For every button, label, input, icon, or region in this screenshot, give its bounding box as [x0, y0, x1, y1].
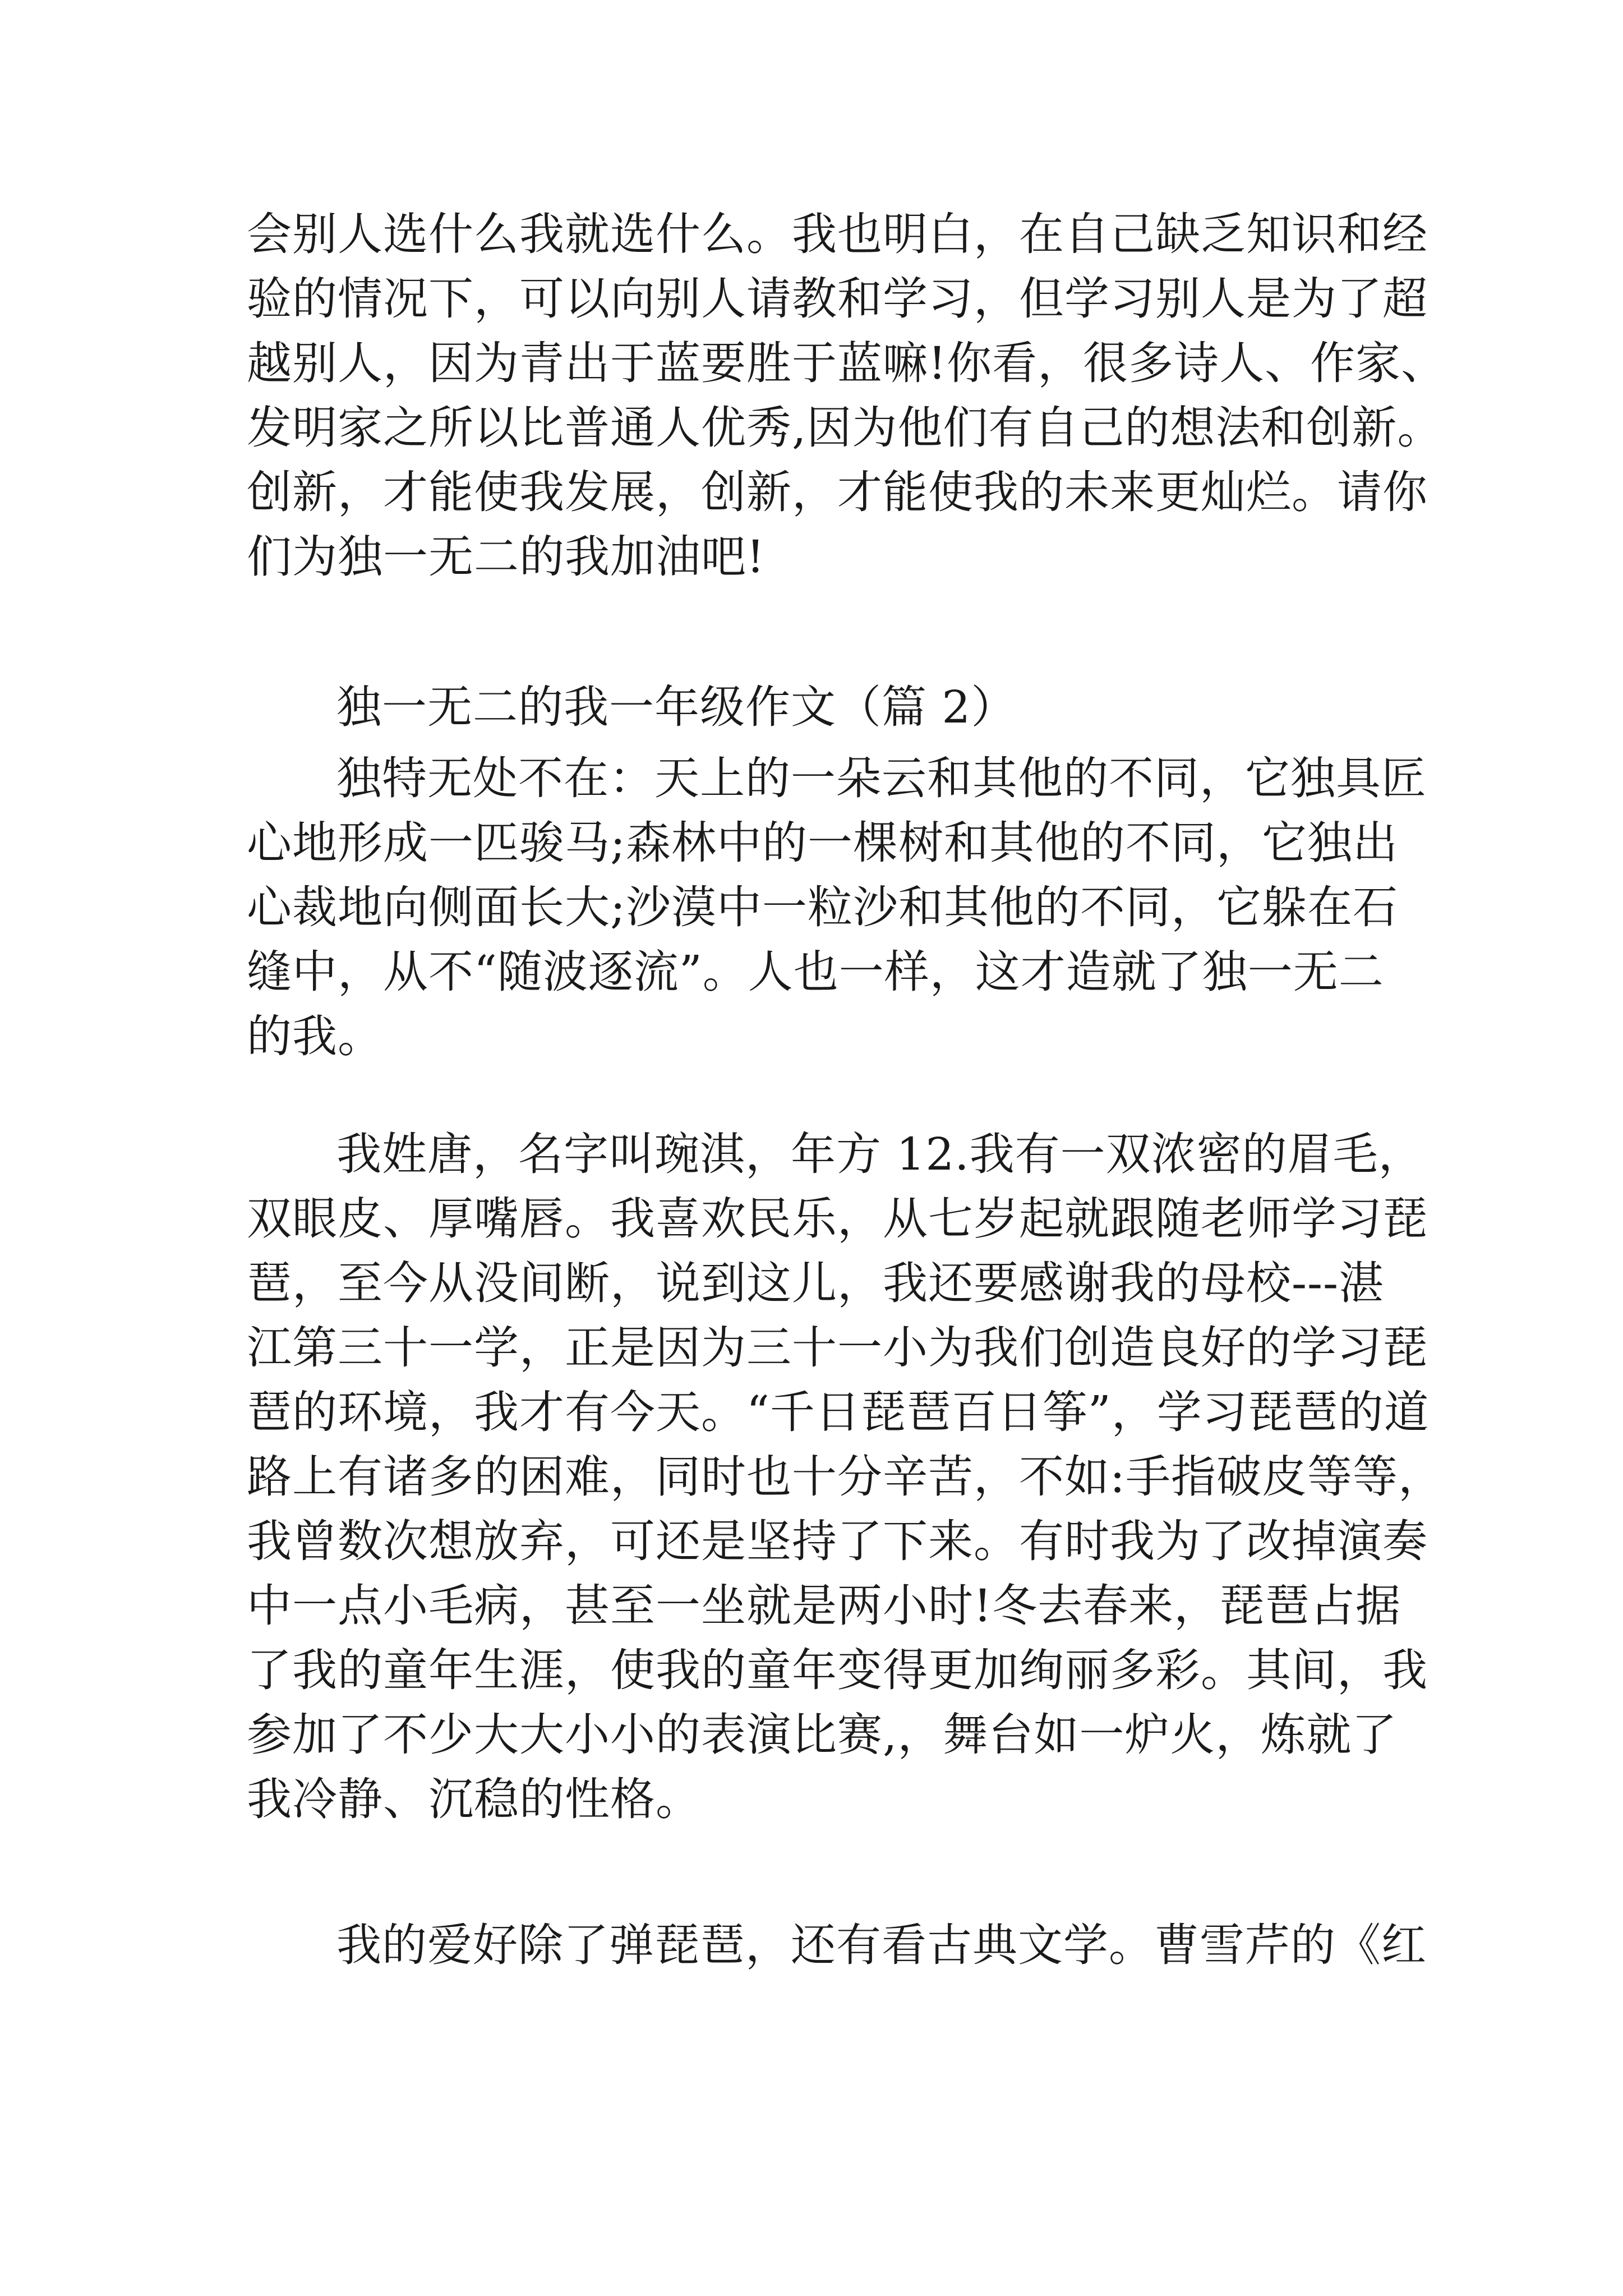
text-line: 了我的童年生涯，使我的童年变得更加绚丽多彩。其间，我	[247, 1644, 1428, 1696]
paragraph	[247, 1122, 1444, 1832]
text-line: 琶，至今从没间断，说到这儿，我还要感谢我的母校---湛	[247, 1257, 1385, 1309]
text-line: 双眼皮、厚嘴唇。我喜欢民乐，从七岁起就跟随老师学习琵	[247, 1193, 1428, 1245]
text-line: 独特无处不在：天上的一朵云和其他的不同，它独具匠	[336, 752, 1427, 804]
text-line: 发明家之所以比普通人优秀,因为他们有自己的想法和创新。	[247, 402, 1443, 454]
text-line: 中一点小毛病，甚至一坐就是两小时!冬去春来，琵琶占据	[247, 1580, 1401, 1632]
paragraph	[247, 746, 1427, 1069]
text-line: 江第三十一学，正是因为三十一小为我们创造良好的学习琵	[247, 1322, 1428, 1374]
text-line: 缝中，从不“随波逐流”。人也一样，这才造就了独一无二	[247, 946, 1384, 998]
paragraph-continuation	[247, 202, 1447, 589]
text-line: 创新，才能使我发展，创新，才能使我的未来更灿烂。请你	[247, 466, 1428, 518]
text-line: 参加了不少大大小小的表演比赛,，舞台如一炉火，炼就了	[247, 1709, 1398, 1761]
text-line: 们为独一无二的我加油吧!	[247, 531, 766, 583]
text-line: 心地形成一匹骏马;森林中的一棵树和其他的不同，它独出	[247, 817, 1398, 869]
text-line: 心裁地向侧面长大;沙漠中一粒沙和其他的不同，它躲在石	[247, 881, 1398, 933]
text-line: 的我。	[247, 1010, 383, 1062]
heading-text: 独一无二的我一年级作文（篇 2）	[336, 681, 1017, 733]
text-line: 我冷静、沉稳的性格。	[247, 1773, 701, 1825]
text-line: 越别人，因为青出于蓝要胜于蓝嘛!你看，很多诗人、作家、	[247, 337, 1447, 389]
paragraph	[247, 1913, 1427, 1977]
text-line: 我曾数次想放弃，可还是坚持了下来。有时我为了改掉演奏	[247, 1515, 1428, 1567]
text-line: 我的爱好除了弹琵琶，还有看古典文学。曹雪芹的《红	[336, 1919, 1427, 1971]
text-line: 路上有诸多的困难，同时也十分辛苦，不如:手指破皮等等，	[247, 1451, 1444, 1503]
text-line: 验的情况下，可以向别人请教和学习，但学习别人是为了超	[247, 273, 1428, 325]
text-line: 我姓唐，名字叫琬淇，年方 12.我有一双浓密的眉毛，	[336, 1128, 1424, 1180]
section-heading	[247, 675, 1402, 739]
text-line: 琶的环境，我才有今天。“千日琵琶百日筝”，学习琵琶的道	[247, 1386, 1430, 1438]
text-line: 会别人选什么我就选什么。我也明白，在自己缺乏知识和经	[247, 208, 1428, 260]
